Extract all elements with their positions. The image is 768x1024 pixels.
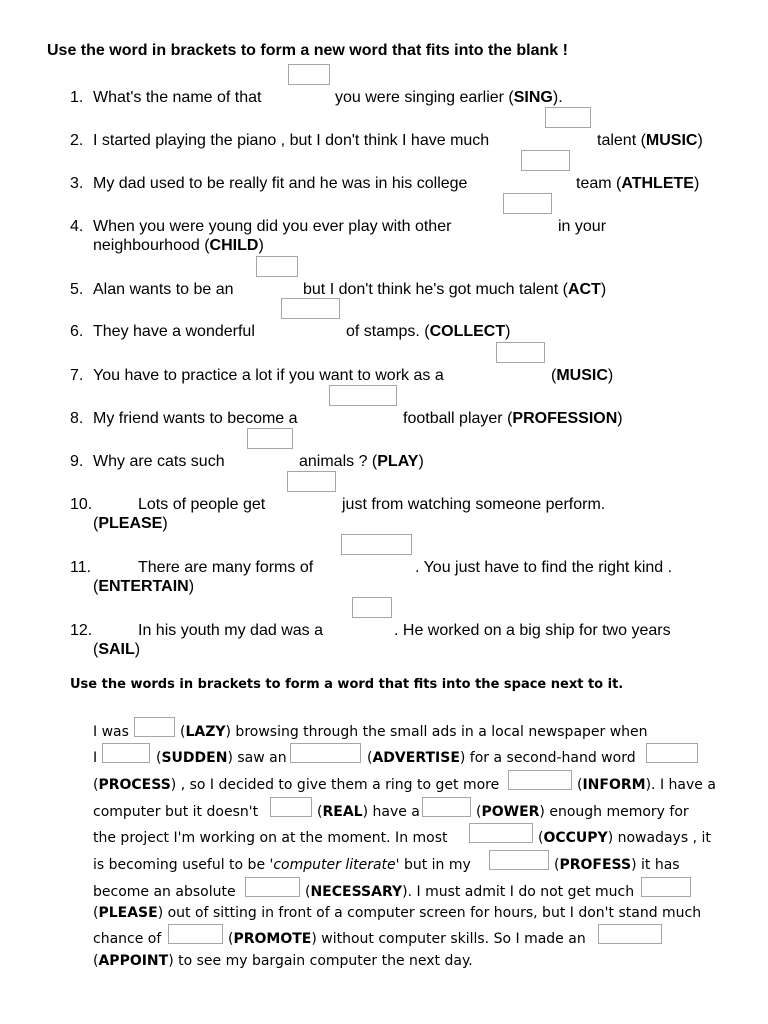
sentence-text: team ( [576,175,622,192]
bracket-word: CHILD [209,237,259,254]
bracket-word: APPOINT [98,953,169,969]
sentence-text: ) [505,323,511,340]
bracket-word: SAIL [98,641,135,658]
paragraph-text: ( [554,857,560,873]
sentence-text: In his youth my dad was a [138,622,323,639]
sentence-text: ) [607,367,614,384]
paragraph-text: ) out of sitting in front of a computer screen for hours, but I don't stand much [157,905,702,921]
answer-blank-occupy[interactable] [469,823,533,843]
answer-blank-1[interactable] [288,64,330,85]
paragraph-text: is becoming useful to be [93,857,266,873]
answer-blank-7[interactable] [496,342,545,363]
paragraph-text: the project I'm working on at the moment. In most [93,830,448,846]
paragraph-text: become an absolute [93,884,236,900]
bracket-word: COLLECT [429,323,506,340]
sentence-text: neighbourhood ( [93,237,210,254]
sentence-text: My friend wants to become a [93,410,298,427]
paragraph-text: ( [156,750,162,766]
bracket-word: LAZY [185,724,226,740]
sentence-text: ( [551,367,557,384]
answer-blank-10[interactable] [287,471,336,492]
section2-title: Use the words in brackets to form a word that fits into the space next to it. [70,677,624,692]
paragraph-text: chance of [93,931,162,947]
bracket-word: REAL [322,804,363,820]
bracket-word: PROFESS [559,857,632,873]
paragraph-text: ) to see my bargain computer the next day. [168,953,473,969]
bracket-word: PROMOTE [233,931,312,947]
sentence-text: ( [93,641,99,658]
answer-blank-8[interactable] [329,385,397,406]
paragraph-text: but in my [399,857,471,873]
sentence-text: You have to practice a lot if you want to work as a [93,367,444,384]
sentence-text: just from watching someone perform. [342,496,606,513]
answer-blank-4[interactable] [503,193,552,214]
bracket-word: PROFESSION [512,410,618,427]
paragraph-text: ( [93,777,99,793]
bracket-word: NECESSARY [310,884,403,900]
sentence-text: ) [617,410,623,427]
sentence-text: When you were young did you ever play with other [93,218,452,235]
sentence-text: ) [600,281,607,298]
answer-blank-3[interactable] [521,150,570,171]
sentence-text: . You just have to find the right kind . [415,559,673,576]
paragraph-text: ). I must admit I do not get much [402,884,635,900]
answer-blank-please[interactable] [641,877,691,897]
sentence-text: ) [418,453,424,470]
paragraph-text: computer but it doesn't [93,804,259,820]
sentence-text: ) [188,578,195,595]
bracket-word: PLEASE [98,515,163,532]
sentence-text: They have a wonderful [93,323,255,340]
sentence-text: I started playing the piano , but I don't think I have much [93,132,490,149]
bracket-word: POWER [481,804,540,820]
sentence-text: you were singing earlier ( [335,89,514,106]
answer-blank-profess[interactable] [489,850,549,870]
bracket-word: SING [513,89,553,106]
item-number: 2. [70,132,84,149]
paragraph-text: ( [577,777,583,793]
sentence-text: . He worked on a big ship for two years [394,622,671,639]
sentence-text: ) [162,515,168,532]
sentence-text: talent ( [597,132,646,149]
sentence-text: ). [552,89,563,106]
bracket-word: PLAY [377,453,419,470]
answer-blank-5[interactable] [256,256,298,277]
answer-blank-advertise[interactable] [290,743,361,763]
answer-blank-appoint[interactable] [598,924,662,944]
answer-blank-11[interactable] [341,534,412,555]
item-number: 8. [70,410,84,427]
answer-blank-power[interactable] [422,797,471,817]
sentence-text: animals ? ( [299,453,378,470]
sentence-text: of stamps. ( [346,323,430,340]
sentence-text: What's the name of that [93,89,262,106]
paragraph-text: ) without computer skills. So I made an [311,931,586,947]
sentence-text: ( [93,578,99,595]
item-number: 9. [70,453,84,470]
sentence-text: ( [93,515,99,532]
answer-blank-promote[interactable] [168,924,223,944]
sentence-text: football player ( [403,410,513,427]
bracket-word: MUSIC [556,367,608,384]
paragraph-text: ) nowadays , it [607,830,711,846]
sentence-text: ) [258,237,264,254]
bracket-word: OCCUPY [543,830,608,846]
bracket-word: MUSIC [645,132,698,149]
sentence-text: Why are cats such [93,453,225,470]
paragraph-text: ( [305,884,311,900]
bracket-word: ACT [567,281,601,298]
paragraph-text: ) saw an [227,750,287,766]
paragraph-text: ) , so I decided to give them a ring to get more [170,777,500,793]
item-number: 6. [70,323,84,340]
item-number: 4. [70,218,84,235]
sentence-text: My dad used to be really fit and he was in his college [93,175,468,192]
item-number: 5. [70,281,84,298]
sentence-text: ) [697,132,703,149]
paragraph-text: ( [93,905,99,921]
sentence-text: There are many forms of [138,559,314,576]
paragraph-text: ( [538,830,544,846]
bracket-word: INFORM [582,777,646,793]
paragraph-text: ) browsing through the small ads in a local newspaper when [225,724,648,740]
paragraph-text: ) for a second-hand word [459,750,636,766]
paragraph-text: ) it has [631,857,680,873]
section1-title: Use the word in brackets to form a new word that fits into the blank ! [47,42,568,59]
paragraph-text: I [93,750,98,766]
paragraph-text: I was [93,724,129,740]
sentence-text: but I don't think he's got much talent ( [303,281,568,298]
italic-phrase: 'computer literate' [269,857,400,873]
item-number: 12. [70,622,93,639]
item-number: 1. [70,89,84,106]
item-number: 11. [70,559,92,576]
answer-blank-2[interactable] [545,107,591,128]
answer-blank-necessary[interactable] [245,877,300,897]
paragraph-text: ) enough memory for [539,804,689,820]
item-number: 10. [70,496,93,513]
answer-blank-9[interactable] [247,428,293,449]
paragraph-text: ) have a [362,804,420,820]
sentence-text: ) [134,641,141,658]
sentence-text: Lots of people get [138,496,266,513]
item-number: 7. [70,367,84,384]
paragraph-text: ). I have a [645,777,716,793]
answer-blank-lazy[interactable] [134,717,175,737]
paragraph-text: ( [367,750,373,766]
bracket-word: PLEASE [98,905,158,921]
answer-blank-6[interactable] [281,298,340,319]
bracket-word: PROCESS [98,777,171,793]
bracket-word: SUDDEN [161,750,228,766]
bracket-word: ADVERTISE [372,750,460,766]
bracket-word: ATHLETE [621,175,694,192]
sentence-text: Alan wants to be an [93,281,234,298]
bracket-word: ENTERTAIN [98,578,189,595]
answer-blank-process[interactable] [646,743,698,763]
paragraph-text: ( [180,724,186,740]
answer-blank-inform[interactable] [508,770,572,790]
answer-blank-real[interactable] [270,797,312,817]
sentence-text: in your [558,218,607,235]
paragraph-text: ( [476,804,482,820]
sentence-text: ) [693,175,700,192]
paragraph-text: ( [228,931,234,947]
paragraph-text: ( [93,953,99,969]
paragraph-text: ( [317,804,323,820]
item-number: 3. [70,175,84,192]
answer-blank-12[interactable] [352,597,392,618]
answer-blank-sudden[interactable] [102,743,150,763]
